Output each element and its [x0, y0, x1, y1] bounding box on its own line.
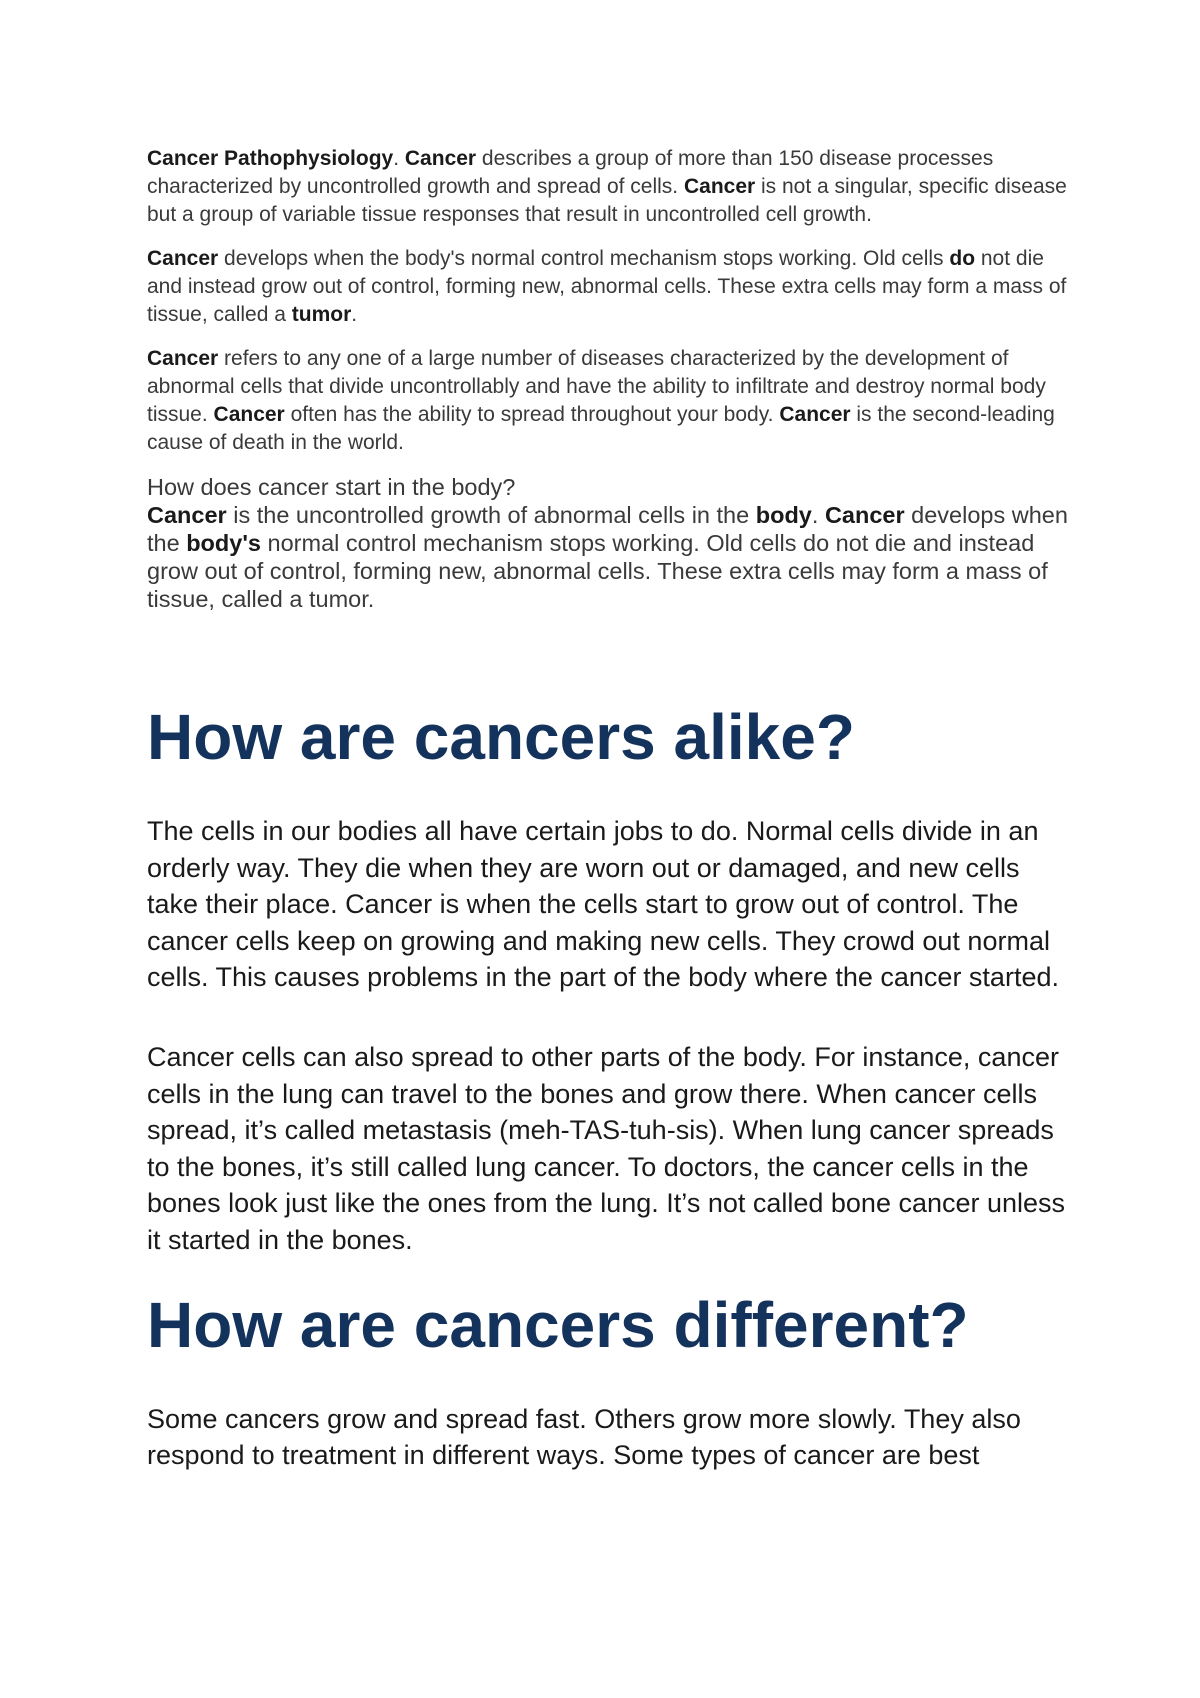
paragraph-pathophysiology — [147, 145, 1077, 229]
bold-term: Cancer — [824, 502, 905, 528]
text-run: refers to any one of a large number of diseases characterized by the development of abnormal cells that divide uncontrollably and have the ability to infiltrate and destroy normal body tissue. — [147, 347, 1046, 426]
document-page — [147, 145, 1077, 1474]
bold-term: body — [755, 502, 812, 528]
bold-term: tumor — [291, 303, 352, 326]
text-run: . — [811, 502, 825, 528]
text-run: often has the ability to spread throughout your body. — [284, 403, 780, 426]
bold-term: Cancer — [147, 347, 219, 370]
paragraph-metastasis: Cancer cells can also spread to other parts of the body. For instance, cancer cells in the lung can travel to the bones and grow there. When cancer cells spread, it’s called metastasis (meh-TAS-tuh-sis). When lung cancer spreads to the bones, it’s still called lung cancer. To doctors, the cancer cells in the bones look just like the ones from the lung. It’s not called bone cancer unless it started in the bones. — [147, 1041, 1066, 1255]
bold-term: Cancer — [213, 403, 285, 426]
bold-term: do — [949, 247, 976, 270]
bold-term: body's — [186, 530, 261, 556]
text-run: is the second-leading cause of death in the world. — [147, 403, 1055, 454]
text-run: is the uncontrolled growth of abnormal cells in the — [226, 502, 756, 528]
bold-term: Cancer — [147, 502, 227, 528]
paragraph-cells-jobs: The cells in our bodies all have certain jobs to do. Normal cells divide in an orderly way. They die when they are worn out or damaged, and new cells take their place. Cancer is when the cells start to grow out of control. The cancer cells keep on growing and making new cells. They crowd out normal cells. This causes problems in the part of the body where the cancer started. — [147, 816, 1059, 993]
heading-cancers-alike: How are cancers alike? — [147, 701, 855, 773]
bold-term: Cancer — [683, 175, 756, 198]
bold-term: Cancer — [404, 147, 477, 170]
text-run: normal control mechanism stops working. Old cells do not die and instead grow out of control, forming new, abnormal cells. These extra cells may form a mass of tissue, called a tumor. — [147, 530, 1048, 612]
bold-term: Cancer — [147, 247, 219, 270]
text-run: . — [351, 303, 358, 326]
text-run: not die and instead grow out of control, forming new, abnormal cells. These extra cells may form a mass of tissue, called a — [147, 247, 1067, 326]
paragraph-refers — [147, 345, 1077, 457]
question-line: How does cancer start in the body? — [147, 474, 516, 500]
paragraph-develops — [147, 245, 1077, 329]
text-run: . — [393, 147, 405, 170]
text-run: describes a group of more than 150 disease processes characterized by uncontrolled growth and spread of cells. — [147, 147, 994, 198]
bold-term: Cancer Pathophysiology — [147, 147, 394, 170]
paragraph-how-start — [147, 473, 1077, 613]
bold-term: Cancer — [779, 403, 851, 426]
text-run: is not a singular, specific disease but a group of variable tissue responses that result in uncontrolled cell growth. — [147, 175, 1067, 226]
text-run: develops when the body's normal control mechanism stops working. Old cells — [218, 247, 950, 270]
paragraph-grow-spread: Some cancers grow and spread fast. Others grow more slowly. They also respond to treatment in different ways. Some types of cancer are best — [147, 1403, 1021, 1471]
heading-cancers-different: How are cancers different? — [147, 1288, 969, 1361]
text-run: develops when the — [147, 502, 1068, 556]
